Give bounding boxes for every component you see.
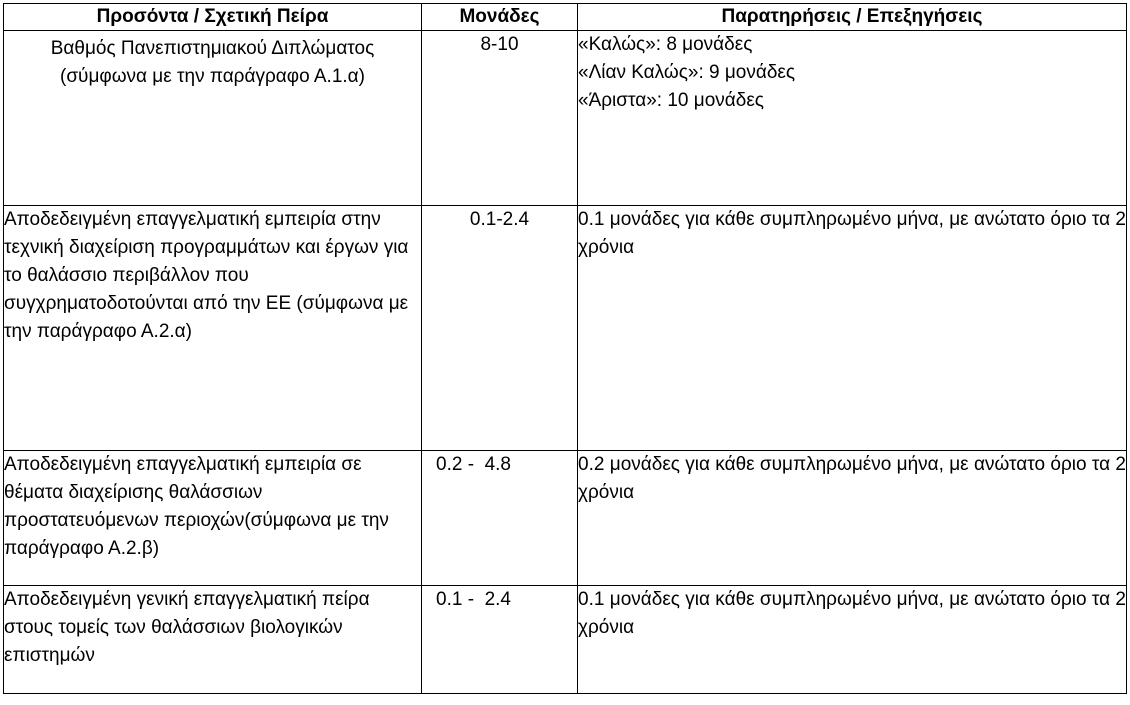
units-cell: 8-10: [422, 31, 578, 206]
criteria-table: [3, 3, 1127, 694]
qualification-cell: Αποδεδειγμένη γενική επαγγελματική πείρα στους τομείς των θαλάσσιων βιολογικών επιστημών: [4, 586, 422, 694]
units-value: 0.1 - 2.4: [436, 589, 511, 610]
units-cell: [422, 451, 578, 586]
note-line: «Καλώς»: 8 μονάδες: [578, 34, 753, 55]
table-row: [4, 206, 1127, 451]
table-row: [4, 451, 1127, 586]
header-units: Μονάδες: [422, 4, 578, 31]
units-cell: 0.1-2.4: [422, 206, 578, 451]
header-notes: Παρατηρήσεις / Επεξηγήσεις: [578, 4, 1127, 31]
notes-cell: 0.1 μονάδες για κάθε συμπληρωμένο μήνα, με ανώτατο όριο τα 2 χρόνια: [578, 586, 1127, 694]
notes-cell: 0.1 μονάδες για κάθε συμπληρωμένο μήνα, με ανώτατο όριο τα 2 χρόνια: [578, 206, 1127, 451]
note-line: «Άριστα»: 10 μονάδες: [578, 90, 764, 111]
qualification-cell: Αποδεδειγμένη επαγγελματική εμπειρία σε θέματα διαχείρισης θαλάσσιων προστατευόμενων περιοχών(σύμφωνα με την παράγραφο Α.2.β): [4, 451, 422, 586]
header-qualifications: Προσόντα / Σχετική Πείρα: [4, 4, 422, 31]
header-row: [4, 4, 1127, 31]
note-line: «Λίαν Καλώς»: 9 μονάδες: [578, 62, 796, 83]
qualification-cell: Αποδεδειγμένη επαγγελματική εμπειρία στην τεχνική διαχείριση προγραμμάτων και έργων για το θαλάσσιο περιβάλλον που συγχρηματοδοτούνται από την ΕΕ (σύμφωνα με την παράγραφο Α.2.α): [4, 206, 422, 451]
notes-cell: 0.2 μονάδες για κάθε συμπληρωμένο μήνα, με ανώτατο όριο τα 2 χρόνια: [578, 451, 1127, 586]
table-row: [4, 31, 1127, 206]
units-cell: [422, 586, 578, 694]
qualification-cell: Βαθμός Πανεπιστημιακού Διπλώματος (σύμφωνα με την παράγραφο Α.1.α): [4, 31, 422, 206]
units-value: 0.2 - 4.8: [436, 454, 511, 475]
table-row: [4, 586, 1127, 694]
notes-cell: [578, 31, 1127, 206]
